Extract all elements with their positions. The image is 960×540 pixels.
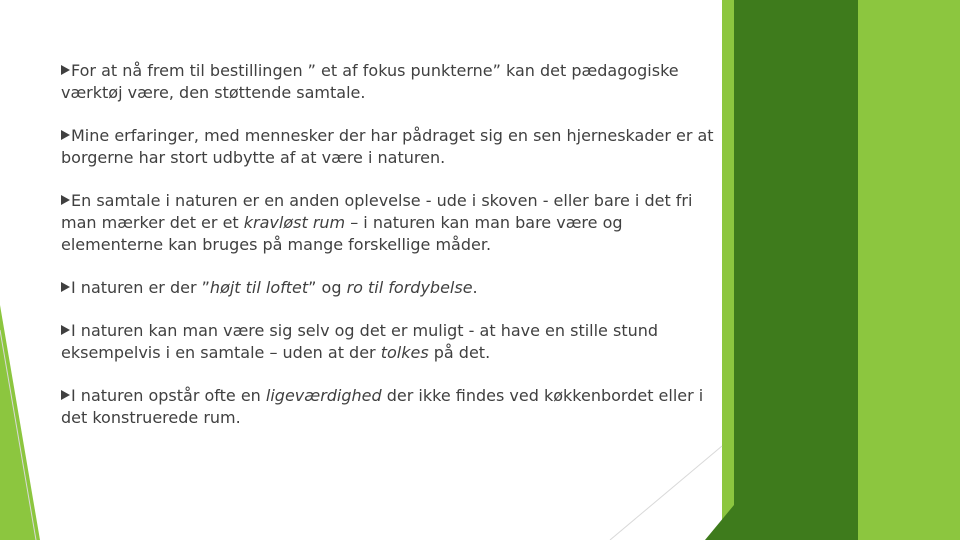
bullet-item bbox=[61, 190, 726, 256]
bullet-italic-text: ligeværdighed bbox=[265, 386, 382, 405]
right-light-green-edge bbox=[858, 0, 960, 540]
left-light-green-wedge bbox=[0, 305, 40, 540]
bullet-text: på det. bbox=[428, 343, 491, 362]
bottom-right-thin-line bbox=[610, 446, 722, 540]
bullet-text: I naturen opstår ofte en bbox=[71, 386, 266, 405]
bullet-item bbox=[61, 320, 726, 364]
bullet-list bbox=[61, 60, 726, 429]
bullet-italic-text: tolkes bbox=[380, 343, 429, 362]
bullet-italic-text: kravløst rum bbox=[243, 213, 346, 232]
bullet-text: En samtale i naturen er en anden oplevelse - ude i skoven - eller bare i det fri man mærker det er et bbox=[61, 191, 693, 232]
bullet-item bbox=[61, 385, 726, 429]
bullet-item bbox=[61, 60, 726, 104]
right-triangle-bullet-icon bbox=[61, 390, 70, 400]
right-triangle-bullet-icon bbox=[61, 282, 70, 292]
bullet-italic-text: ro til fordybelse bbox=[346, 278, 473, 297]
bullet-text: Mine erfaringer, med mennesker der har pådraget sig en sen hjerneskader er at borgerne har stort udbytte af at være i naturen. bbox=[61, 126, 714, 167]
bullet-text: . bbox=[472, 278, 478, 297]
bottom-right-dark-accent bbox=[705, 505, 734, 540]
right-dark-green-band bbox=[734, 0, 858, 540]
right-triangle-bullet-icon bbox=[61, 195, 70, 205]
bullet-item bbox=[61, 125, 726, 169]
right-triangle-bullet-icon bbox=[61, 65, 70, 75]
right-triangle-bullet-icon bbox=[61, 130, 70, 140]
bullet-text: ” og bbox=[308, 278, 347, 297]
bullet-text: For at nå frem til bestillingen ” et af fokus punkterne” kan det pædagogiske værktøj være, den støttende samtale. bbox=[61, 61, 679, 102]
bullet-item bbox=[61, 277, 726, 299]
bullet-text: I naturen er der ” bbox=[71, 278, 210, 297]
bullet-text: I naturen kan man være sig selv og det er muligt - at have en stille stund eksempelvis i en samtale – uden at der bbox=[61, 321, 659, 362]
bullet-text: der ikke findes ved køkkenbordet eller i det konstruerede rum. bbox=[61, 386, 704, 427]
bullet-italic-text: højt til loftet bbox=[209, 278, 309, 297]
bullet-text: – i naturen kan man bare være og elementerne kan bruges på mange forskellige måder. bbox=[61, 213, 623, 254]
right-triangle-bullet-icon bbox=[61, 325, 70, 335]
